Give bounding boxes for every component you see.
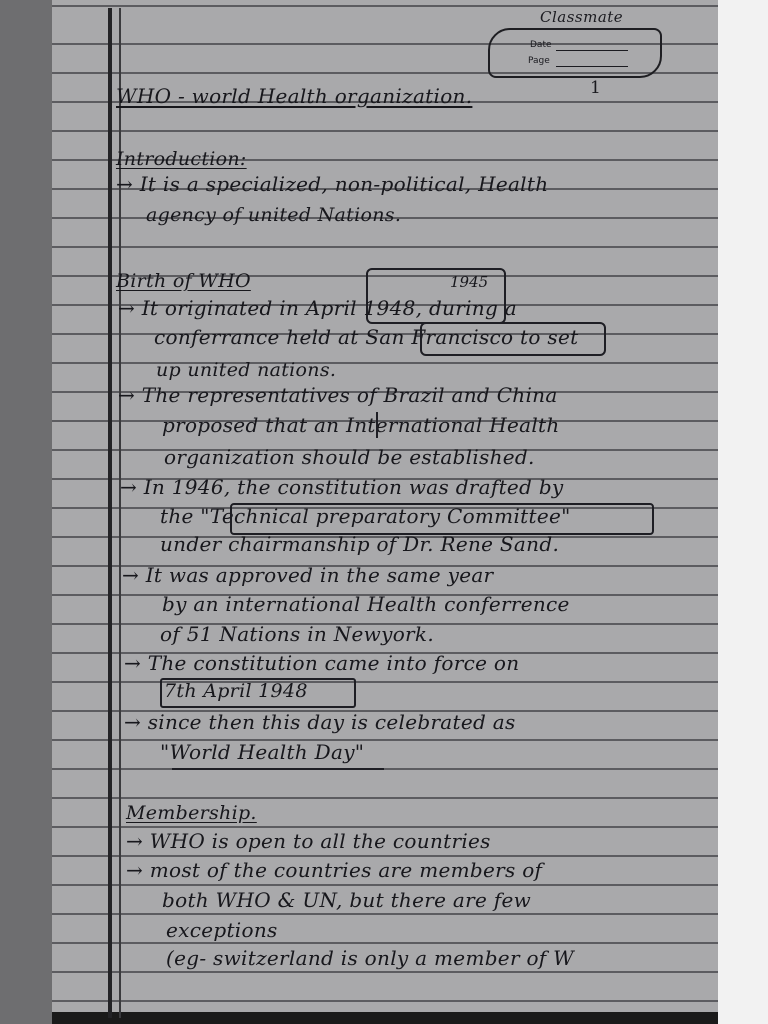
intro-line-2: agency of united Nations. bbox=[146, 204, 402, 226]
page-title: WHO - world Health organization. bbox=[116, 84, 473, 108]
date-line bbox=[556, 50, 628, 51]
birth-line-16: "World Health Day" bbox=[160, 740, 365, 764]
birth-line-3: up united nations. bbox=[156, 359, 337, 381]
year-correction: 1945 bbox=[450, 273, 489, 291]
section-heading-introduction: Introduction: bbox=[116, 148, 247, 170]
birth-line-11: by an international Health conferrence bbox=[162, 592, 570, 616]
membership-line-2: → most of the countries are members of bbox=[126, 858, 543, 882]
birth-line-14: 7th April 1948 bbox=[164, 680, 308, 702]
birth-line-8: the "Technical preparatory Committee" bbox=[160, 504, 571, 528]
brand-logo: Classmate bbox=[540, 8, 624, 26]
birth-line-10: → It was approved in the same year bbox=[122, 563, 494, 587]
date-box-7th-april bbox=[160, 678, 356, 708]
birth-line-13: → The constitution came into force on bbox=[124, 651, 520, 675]
date-label: Date bbox=[530, 40, 552, 50]
bottom-shadow bbox=[52, 1012, 718, 1024]
birth-line-4: → The representatives of Brazil and China bbox=[118, 383, 558, 407]
page-edge bbox=[718, 0, 768, 1024]
birth-line-1: → It originated in April 1948, during a bbox=[118, 296, 517, 320]
birth-line-2: conferrance held at San Francisco to set bbox=[154, 325, 579, 349]
committee-highlight-box bbox=[230, 503, 654, 535]
page-label: Page bbox=[528, 56, 550, 66]
birth-line-6: organization should be established. bbox=[164, 445, 535, 469]
page-number: 1 bbox=[590, 78, 601, 98]
page-line bbox=[556, 66, 628, 67]
birth-line-12: of 51 Nations in Newyork. bbox=[160, 622, 434, 646]
margin-line bbox=[108, 8, 112, 1018]
birth-line-9: under chairmanship of Dr. Rene Sand. bbox=[160, 532, 560, 556]
bracket-open bbox=[376, 412, 378, 438]
membership-line-4: exceptions bbox=[166, 918, 278, 942]
birth-line-15: → since then this day is celebrated as bbox=[124, 710, 516, 734]
birth-line-7: → In 1946, the constitution was drafted by bbox=[120, 475, 564, 499]
birth-line-5: proposed that an International Health bbox=[162, 413, 560, 437]
section-heading-membership: Membership. bbox=[126, 802, 257, 824]
section-heading-birth: Birth of WHO bbox=[116, 270, 251, 292]
membership-line-3: both WHO & UN, but there are few bbox=[162, 888, 532, 912]
intro-line-1: → It is a specialized, non-political, Health bbox=[116, 172, 549, 196]
date-page-box bbox=[488, 28, 662, 78]
membership-line-5: (eg- switzerland is only a member of W bbox=[166, 946, 575, 970]
world-health-day-underline bbox=[172, 768, 384, 770]
membership-line-1: → WHO is open to all the countries bbox=[126, 829, 491, 853]
place-highlight-box bbox=[420, 322, 606, 356]
